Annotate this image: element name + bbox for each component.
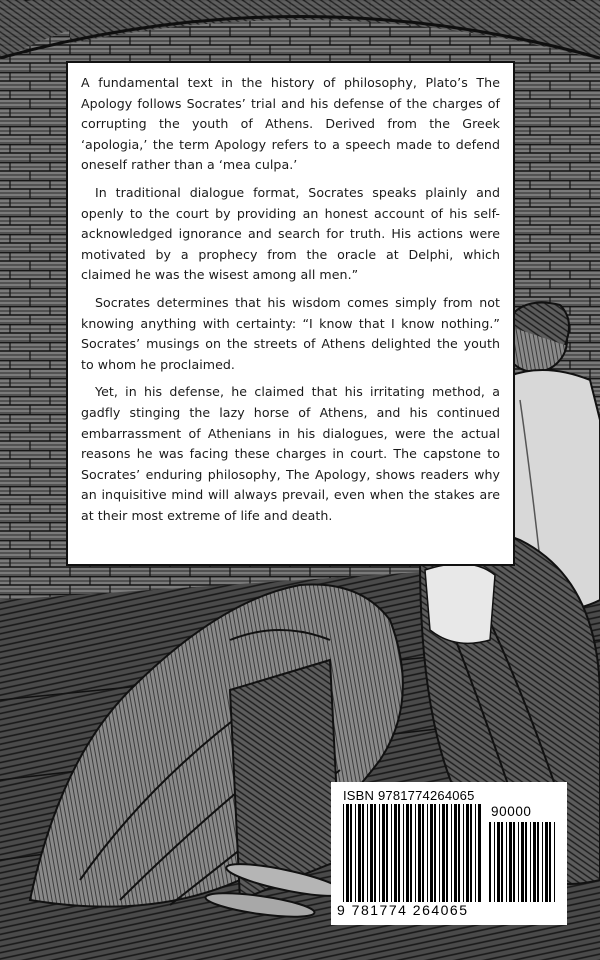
barcode-bar bbox=[470, 804, 472, 902]
barcode-bar bbox=[542, 822, 543, 902]
barcode-bar bbox=[394, 804, 397, 902]
isbn-label: ISBN 9781774264065 bbox=[343, 788, 475, 803]
barcode-bar bbox=[442, 804, 445, 902]
barcode-bar bbox=[446, 804, 448, 902]
barcode-bar bbox=[418, 804, 421, 902]
barcode-bar bbox=[463, 804, 464, 902]
barcode-bar bbox=[451, 804, 452, 902]
barcode-bar bbox=[398, 804, 400, 902]
barcode-bar bbox=[454, 804, 457, 902]
barcode-bar bbox=[427, 804, 428, 902]
barcode-bar bbox=[530, 822, 531, 902]
blurb-panel bbox=[66, 61, 515, 566]
barcode-bar bbox=[434, 804, 436, 902]
barcode-bar bbox=[370, 804, 373, 902]
barcode-addon-bars bbox=[487, 822, 559, 902]
barcode-bar bbox=[386, 804, 388, 902]
barcode-bar bbox=[506, 822, 507, 902]
barcode-bar bbox=[518, 822, 519, 902]
barcode-bar bbox=[545, 822, 548, 902]
barcode-bar bbox=[374, 804, 376, 902]
barcode-bar bbox=[439, 804, 440, 902]
barcode-bar bbox=[466, 804, 469, 902]
barcode-bar bbox=[549, 822, 551, 902]
barcode-bar bbox=[358, 804, 361, 902]
barcode-bar bbox=[489, 822, 491, 902]
isbn-barcode bbox=[331, 782, 567, 925]
barcode-bar bbox=[494, 822, 495, 902]
barcode-bar bbox=[422, 804, 424, 902]
barcode-bar bbox=[343, 804, 344, 902]
barcode-bar bbox=[537, 822, 539, 902]
barcode-bar bbox=[521, 822, 524, 902]
barcode-bar bbox=[346, 804, 349, 902]
barcode-bar bbox=[379, 804, 380, 902]
barcode-bar bbox=[362, 804, 364, 902]
barcode-bar bbox=[367, 804, 368, 902]
barcode-bar bbox=[403, 804, 404, 902]
barcode-main-bars bbox=[341, 804, 483, 902]
blurb-paragraph-4: Yet, in his defense, he claimed that his irritating method, a gadfly stinging the lazy horse of Athens, and his continued embarrassment of Athenians in his dialogues, were the actual reasons he was facing these charges in court. The capstone to Socrates’ enduring philosophy, The Apology, shows readers why an inquisitive mind will always prevail, even when the stakes are at their most extreme of life and death. bbox=[81, 384, 500, 523]
price-code: 90000 bbox=[491, 804, 532, 819]
barcode-bar bbox=[478, 804, 481, 902]
barcode-bar bbox=[497, 822, 500, 902]
blurb-paragraph-2: In traditional dialogue format, Socrates speaks plainly and openly to the court by providing an honest account of his self-acknowledged ignorance and search for truth. His actions were motivated by a prophecy from the oracle at Delphi, which claimed he was the wisest among all men.” bbox=[81, 184, 500, 283]
barcode-bar bbox=[430, 804, 433, 902]
barcode-bar bbox=[382, 804, 385, 902]
barcode-bar bbox=[509, 822, 512, 902]
barcode-bar bbox=[458, 804, 460, 902]
barcode-bar bbox=[415, 804, 416, 902]
blurb-paragraph-1: A fundamental text in the history of philosophy, Plato’s The Apology follows Socrates’ trial and his defense of the charges of corrupting the youth of Athens. Derived from the Greek ‘apologia,’ the term Apology refers to a speech made to defend oneself rather than a ‘mea culpa.’ bbox=[81, 75, 500, 173]
blurb-paragraph-3: Socrates determines that his wisdom comes simply from not knowing anything with certainty: “I know that I know nothing.” Socrates’ musings on the streets of Athens delighted the youth to whom he proclaimed. bbox=[81, 294, 500, 372]
barcode-bar bbox=[525, 822, 527, 902]
barcode-bar bbox=[391, 804, 392, 902]
barcode-bar bbox=[350, 804, 352, 902]
barcode-bar bbox=[475, 804, 476, 902]
barcode-bar bbox=[410, 804, 412, 902]
barcode-digits: 9 781774 264065 bbox=[337, 902, 469, 918]
barcode-bar bbox=[554, 822, 555, 902]
barcode-bar bbox=[406, 804, 409, 902]
barcode-bar bbox=[533, 822, 536, 902]
barcode-bar bbox=[513, 822, 515, 902]
barcode-bar bbox=[501, 822, 503, 902]
barcode-bar bbox=[355, 804, 356, 902]
